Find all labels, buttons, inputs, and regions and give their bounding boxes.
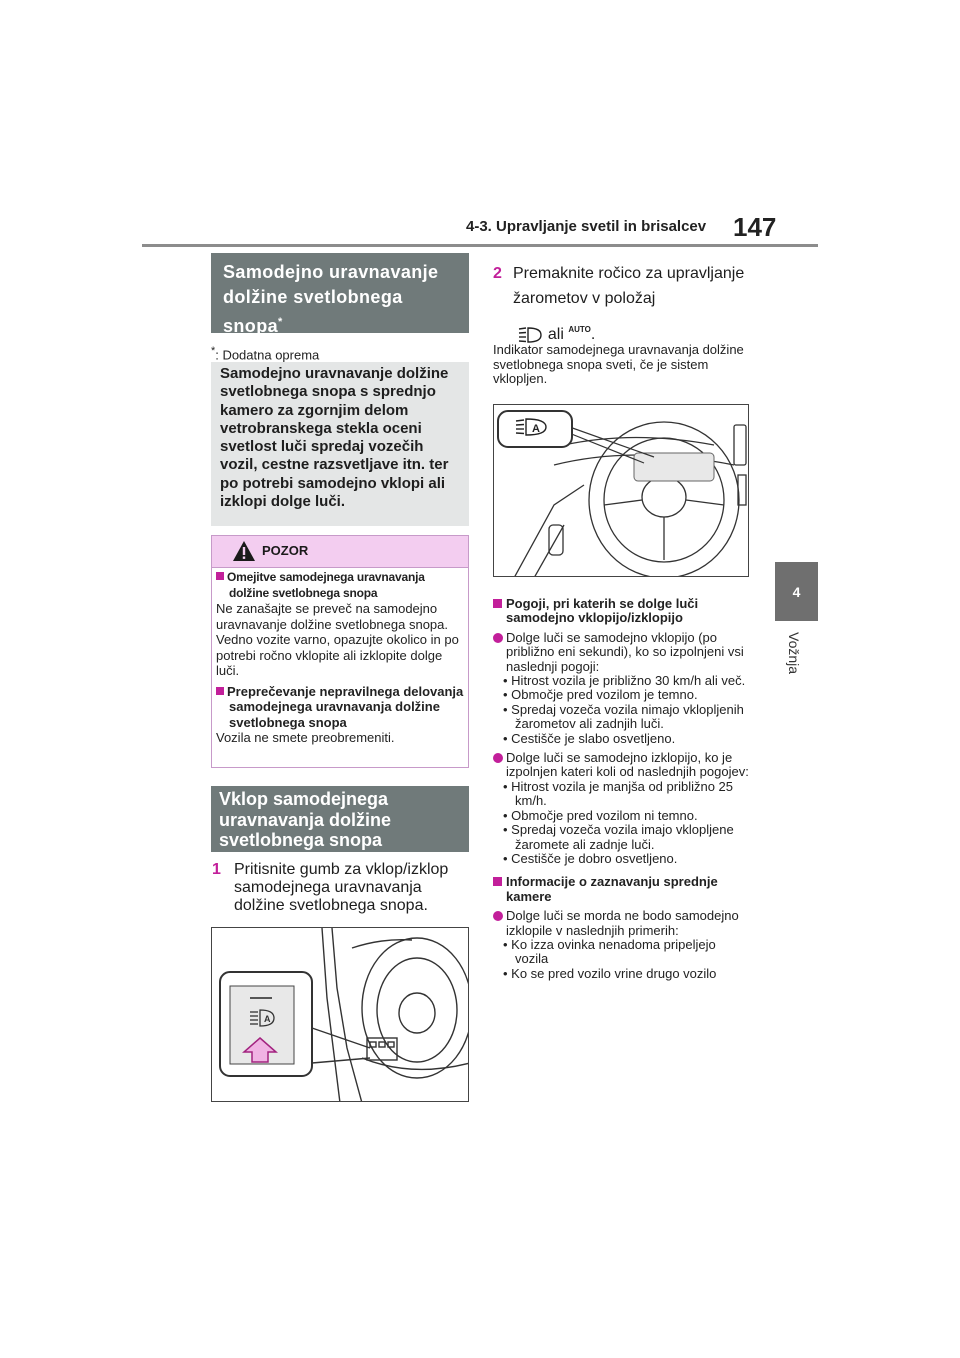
circle-bullet-icon — [493, 633, 503, 643]
camera-heading: Informacije o zaznavanju sprednje kamere — [493, 875, 749, 904]
header-rule — [142, 244, 818, 247]
caution-header — [212, 536, 468, 568]
condition-item: • Spredaj vozeča vozila nimajo vklopljenih žarometov ali zadnjih luči. — [503, 701, 744, 732]
conditions-off-intro: Dolge luči se samodejno izklopijo, ko je izpolnjen kateri koli od naslednjih pogojev: — [493, 751, 749, 780]
svg-text:A: A — [264, 1014, 271, 1024]
camera-item: • Ko se pred vozilo vrine drugo vozilo — [503, 965, 717, 981]
step-text: Premaknite ročico za upravljanje žarometov v položaj — [513, 265, 745, 307]
conditions-on-intro: Dolge luči se samodejno vklopijo (po približno eni sekundi), ko so izpolnjeni vsi naslednji pogoji: — [493, 631, 749, 674]
chapter-tab — [775, 562, 818, 621]
condition-item: • Hitrost vozila je približno 30 km/h ali več. — [503, 673, 746, 689]
caution-item-heading: Omejitve samodejnega uravnavanja dolžine svetlobnega snopa — [216, 570, 464, 601]
or-word: ali — [547, 326, 564, 343]
page-number: 147 — [733, 212, 777, 242]
caution-item-text: Vozila ne smete preobremeniti. — [216, 730, 395, 745]
condition-item: • Cestišče je slabo osvetljeno. — [503, 730, 676, 746]
caution-box — [211, 535, 469, 768]
section1-title-mark: * — [278, 316, 283, 328]
camera-item: • Ko izza ovinka nenadoma pripeljejo vozila — [503, 936, 716, 967]
section2-title: Vklop samodejnega uravnavanja dolžine svetlobnega snopa — [211, 786, 469, 852]
condition-item: • Hitrost vozila je manjša od približno 25 km/h. — [503, 778, 733, 809]
auto-icon: AUTO — [568, 325, 591, 334]
dashboard-button-illustration — [211, 927, 469, 1102]
step-1 — [212, 861, 468, 915]
camera-intro: Dolge luči se morda ne bodo samodejno izklopile v naslednjih primerih: — [493, 909, 749, 938]
condition-item: • Spredaj vozeča vozila imajo vklopljene žaromete ali zadnje luči. — [503, 822, 734, 852]
footnote-mark: * — [211, 345, 216, 357]
dashboard-drawing — [212, 928, 469, 1102]
cluster-drawing — [494, 405, 749, 577]
condition-item: • Cestišče je dobro osvetljeno. — [503, 850, 678, 866]
square-bullet-icon — [216, 572, 224, 580]
chapter-label: Vožnja — [786, 632, 802, 675]
caution-title: POZOR — [262, 543, 309, 558]
warning-triangle-icon — [232, 540, 256, 562]
section1-title-box — [211, 253, 469, 336]
caution-item-heading: Preprečevanje nepravilnega delovanja samodejnega uravnavanja dolžine svetlobnega snopa — [216, 684, 464, 731]
chapter-number: 4 — [792, 583, 801, 600]
section1-summary: Samodejno uravnavanje dolžine svetlobnega snopa s sprednjo kamero za zgornjim delom vetrobranskega stekla oceni svetlost luči spredaj vozečih vozil, cestne razsvetljave itn. ter po potrebi samodejno vklopi ali izklopi dolge luči. — [211, 362, 469, 526]
square-bullet-icon — [493, 877, 502, 886]
footnote-text: : Dodatna oprema — [215, 347, 320, 363]
step-text: Pritisnite gumb za vklop/izklop samodejnega uravnavanja dolžine svetlobnega snopa. — [234, 861, 449, 914]
indicator-text: Indikator samodejnega uravnavanja dolžine svetlobnega snopa sveti, če je sistem vklopljen. — [493, 342, 744, 386]
conditions-heading: Pogoji, pri katerih se dolge luči samodejno vklopijo/izklopijo — [493, 597, 749, 626]
circle-bullet-icon — [493, 753, 503, 763]
caution-body — [212, 568, 468, 748]
step-2: 2 Premaknite ročico za upravljanje žarometov v položaj ali $^{AUTO}$. — [493, 261, 753, 349]
conditions-section — [493, 597, 749, 981]
condition-item: • Območje pred vozilom ni temno. — [503, 807, 698, 823]
condition-item: • Območje pred vozilom je temno. — [503, 687, 698, 703]
svg-text:A: A — [532, 423, 540, 435]
caution-item-text: Ne zanašajte se preveč na samodejno uravnavanje dolžine svetlobnega snopa. Vedno vozite varno, opazujte okolico in po potrebi ročno vklopite ali izklopite dolge luči. — [216, 601, 459, 678]
step-number: 2 — [493, 265, 502, 282]
section1-title: Samodejno uravnavanje dolžine svetlobnega snopa — [223, 262, 439, 336]
circle-bullet-icon — [493, 911, 503, 921]
square-bullet-icon — [216, 687, 224, 695]
instrument-cluster-illustration — [493, 404, 749, 577]
footnote — [211, 345, 319, 362]
step-number: 1 — [212, 861, 221, 878]
section-title: 4-3. Upravljanje svetil in brisalcev — [466, 218, 707, 235]
square-bullet-icon — [493, 599, 502, 608]
